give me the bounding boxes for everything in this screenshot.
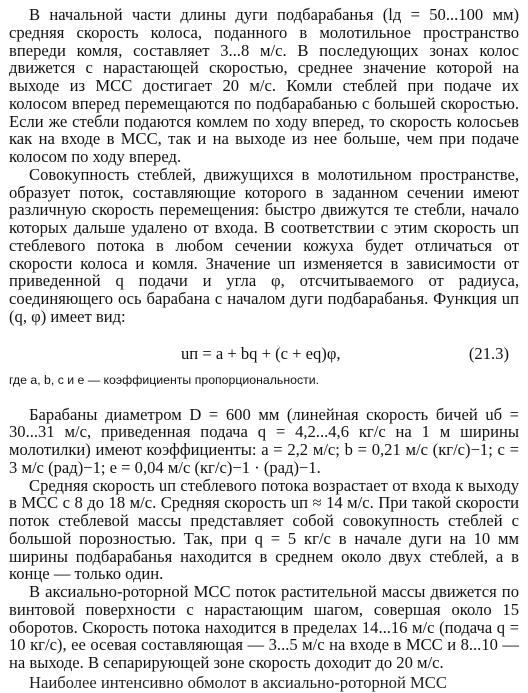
paragraph-2: Совокупность стеблей, движущихся в молотильном пространстве, образует поток, составляющие которого в заданном сечении имеют различную скорость перемещения: быстро движутся те стебли, начало которых дальше удалено от входа. В соответствии с этим скорость uп стеблевого потока в любом сечении кожуха будет отличаться от скорости колоса и комля. Значение uп изменяется в зависимости от приведенной q подачи и угла φ, отсчитываемого от радиуса, соединяющего ось барабана с началом дуги подбарабанья. Функция uп (q, φ) имеет вид:: [9, 164, 519, 326]
paragraph-1: В начальной части длины дуги подбарабанья (lд = 50...100 мм) средняя скорость колоса, поданного в молотильное пространство впереди комля, составляет 3...8 м/с. В последующих зонах колос движется с нарастающей скоростью, среднее значение которой на выходе из МСС достигает 20 м/с. Комли стеблей при подаче их колосом вперед перемещаются по подбарабанью с большей скоростью. Если же стебли подаются комлем по ходу вперед, то скорость колосьев как на входе в МСС, так и на выходе из нее больше, чем при подаче колосом по ходу вперед.: [9, 5, 519, 166]
paragraph-4: Средняя скорость uп стеблевого потока возрастает от входа к выходу в МСС с 8 до 18 м/с. Средняя скорость uп ≈ 14 м/с. При такой скорости поток стеблевой массы представляет собой совокупность стеблей с большой порозностью. Так, при q = 5 кг/с в начале дуги на 10 мм ширины подбарабанья находится в среднем около двух стеблей, а в конце — только один.: [9, 475, 519, 584]
paragraph-5: В аксиально-роторной МСС поток растительной массы движется по винтовой поверхности с нарастающим шагом, совершая около 15 оборотов. Скорость потока находится в пределах 14...16 м/с (подача q = 10 кг/с), ее осевая составляющая — 3...5 м/с на входе в МСС и 8...10 — на выходе. В сепарирующей зоне скорость доходит до 20 м/с.: [9, 582, 519, 672]
paragraph-3: Барабаны диаметром D = 600 мм (линейная скорость бичей uб = 30...31 м/с, приведенная подача q = 4,2...4,6 кг/с на 1 м ширины молотилки) имеют коэффициенты: a = 2,2 м/с; b = 0,21 м/с (кг/с)−1; c = 3 м/с (рад)−1; e = 0,04 м/с (кг/с)−1 · (рад)−1.: [9, 404, 519, 477]
formula-expression: uп = a + bq + (c + eq)φ,: [181, 343, 341, 363]
formula-21-3: [9, 336, 519, 370]
cut-off-line: Наиболее интенсивно обмолот в аксиально-роторной МСС: [29, 672, 447, 692]
formula-explanation: где a, b, c и e — коэффициенты пропорциональности.: [9, 372, 320, 387]
formula-number: (21.3): [468, 343, 509, 363]
